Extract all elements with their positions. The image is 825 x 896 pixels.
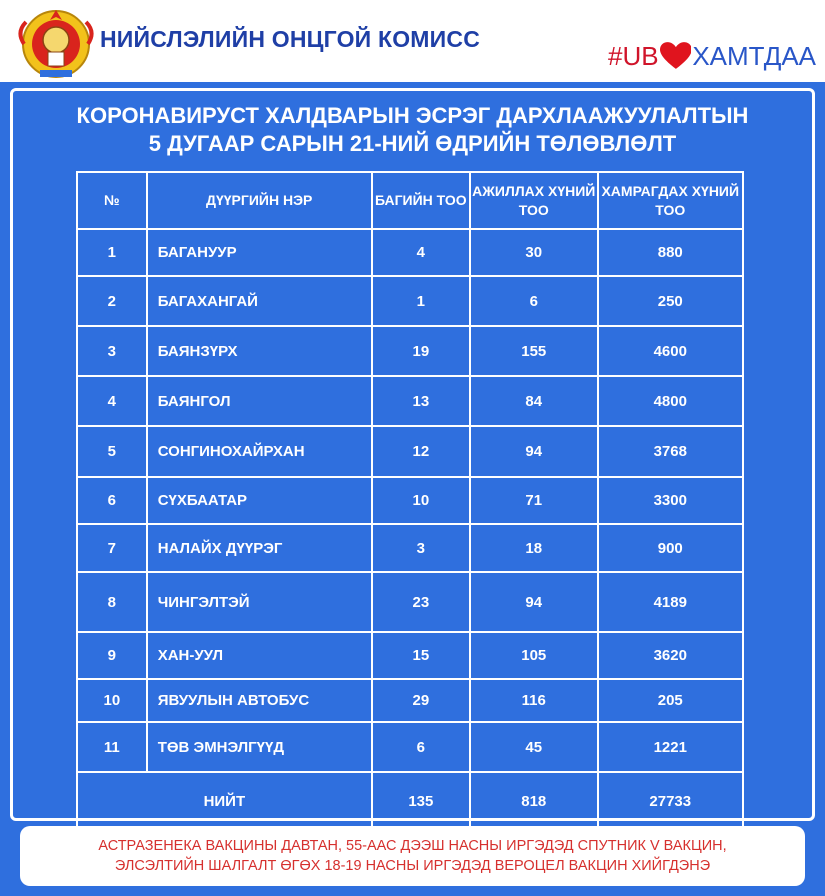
- worker-count: 105: [470, 632, 598, 679]
- table-row: [77, 276, 743, 326]
- covered-count: 4600: [598, 326, 743, 376]
- total-workers: 818: [470, 772, 598, 830]
- table-row: [77, 376, 743, 426]
- district-name: БАГАХАНГАЙ: [147, 276, 372, 326]
- header-workers: АЖИЛЛАХ ХҮНИЙ ТОО: [470, 172, 598, 229]
- row-number: 11: [77, 722, 147, 772]
- table-header-row: [77, 172, 743, 229]
- row-number: 2: [77, 276, 147, 326]
- vaccination-schedule-table: [76, 171, 744, 831]
- hashtag-prefix: #UB: [608, 40, 659, 71]
- team-count: 15: [372, 632, 470, 679]
- covered-count: 880: [598, 229, 743, 276]
- header-district: ДҮҮРГИЙН НЭР: [147, 172, 372, 229]
- hashtag-badge: [604, 34, 816, 78]
- district-name: НАЛАЙХ ДҮҮРЭГ: [147, 524, 372, 572]
- page-title-line2: 5 ДУГААР САРЫН 21-НИЙ ӨДРИЙН ТӨЛӨВЛӨЛТ: [148, 131, 677, 156]
- table-row: [77, 679, 743, 722]
- team-count: 12: [372, 426, 470, 477]
- covered-count: 900: [598, 524, 743, 572]
- covered-count: 205: [598, 679, 743, 722]
- worker-count: 94: [470, 572, 598, 632]
- top-bar: [0, 0, 825, 88]
- row-number: 1: [77, 229, 147, 276]
- total-covered: 27733: [598, 772, 743, 830]
- covered-count: 1221: [598, 722, 743, 772]
- team-count: 10: [372, 477, 470, 524]
- worker-count: 30: [470, 229, 598, 276]
- team-count: 1: [372, 276, 470, 326]
- hashtag-suffix: ХАМТДАА: [692, 40, 816, 71]
- footer-note: [20, 826, 805, 886]
- team-count: 4: [372, 229, 470, 276]
- row-number: 3: [77, 326, 147, 376]
- worker-count: 84: [470, 376, 598, 426]
- table-row: [77, 632, 743, 679]
- soyombo-emblem-icon: [14, 4, 98, 82]
- district-name: ТӨВ ЭМНЭЛГҮҮД: [147, 722, 372, 772]
- table-row: [77, 326, 743, 376]
- team-count: 3: [372, 524, 470, 572]
- organization-title: НИЙСЛЭЛИЙН ОНЦГОЙ КОМИСС: [100, 26, 481, 52]
- covered-count: 250: [598, 276, 743, 326]
- district-name: СОНГИНОХАЙРХАН: [147, 426, 372, 477]
- page-title: [0, 102, 825, 158]
- table-row: [77, 229, 743, 276]
- table-row: [77, 722, 743, 772]
- total-label: НИЙТ: [77, 772, 372, 830]
- row-number: 7: [77, 524, 147, 572]
- district-name: БАЯНЗҮРХ: [147, 326, 372, 376]
- footer-line1: АСТРАЗЕНЕКА ВАКЦИНЫ ДАВТАН, 55-ААС ДЭЭШ НАСНЫ ИРГЭДЭД СПУТНИК V ВАКЦИН,: [98, 838, 727, 854]
- team-count: 29: [372, 679, 470, 722]
- total-teams: 135: [372, 772, 470, 830]
- heart-icon: [660, 41, 692, 71]
- worker-count: 18: [470, 524, 598, 572]
- header-covered: ХАМРАГДАХ ХҮНИЙ ТОО: [598, 172, 743, 229]
- table-row: [77, 524, 743, 572]
- team-count: 6: [372, 722, 470, 772]
- team-count: 23: [372, 572, 470, 632]
- page-title-line1: КОРОНАВИРУСТ ХАЛДВАРЫН ЭСРЭГ ДАРХЛААЖУУЛАЛТЫН: [76, 103, 749, 128]
- district-name: БАГАНУУР: [147, 229, 372, 276]
- row-number: 6: [77, 477, 147, 524]
- team-count: 13: [372, 376, 470, 426]
- district-name: СҮХБААТАР: [147, 477, 372, 524]
- covered-count: 3620: [598, 632, 743, 679]
- covered-count: 4800: [598, 376, 743, 426]
- district-name: ХАН-УУЛ: [147, 632, 372, 679]
- covered-count: 4189: [598, 572, 743, 632]
- worker-count: 6: [470, 276, 598, 326]
- worker-count: 94: [470, 426, 598, 477]
- table-row: [77, 572, 743, 632]
- row-number: 4: [77, 376, 147, 426]
- covered-count: 3768: [598, 426, 743, 477]
- row-number: 8: [77, 572, 147, 632]
- worker-count: 45: [470, 722, 598, 772]
- table-total-row: [77, 772, 743, 830]
- district-name: БАЯНГОЛ: [147, 376, 372, 426]
- row-number: 10: [77, 679, 147, 722]
- row-number: 9: [77, 632, 147, 679]
- header-teams: БАГИЙН ТОО: [372, 172, 470, 229]
- table-row: [77, 477, 743, 524]
- team-count: 19: [372, 326, 470, 376]
- row-number: 5: [77, 426, 147, 477]
- footer-line2: ЭЛСЭЛТИЙН ШАЛГАЛТ ӨГӨХ 18-19 НАСНЫ ИРГЭДЭД ВЕРОЦЕЛ ВАКЦИН ХИЙГДЭНЭ: [114, 858, 711, 874]
- district-name: ЧИНГЭЛТЭЙ: [147, 572, 372, 632]
- header-number: №: [77, 172, 147, 229]
- table-row: [77, 426, 743, 477]
- covered-count: 3300: [598, 477, 743, 524]
- worker-count: 155: [470, 326, 598, 376]
- worker-count: 71: [470, 477, 598, 524]
- district-name: ЯВУУЛЫН АВТОБУС: [147, 679, 372, 722]
- worker-count: 116: [470, 679, 598, 722]
